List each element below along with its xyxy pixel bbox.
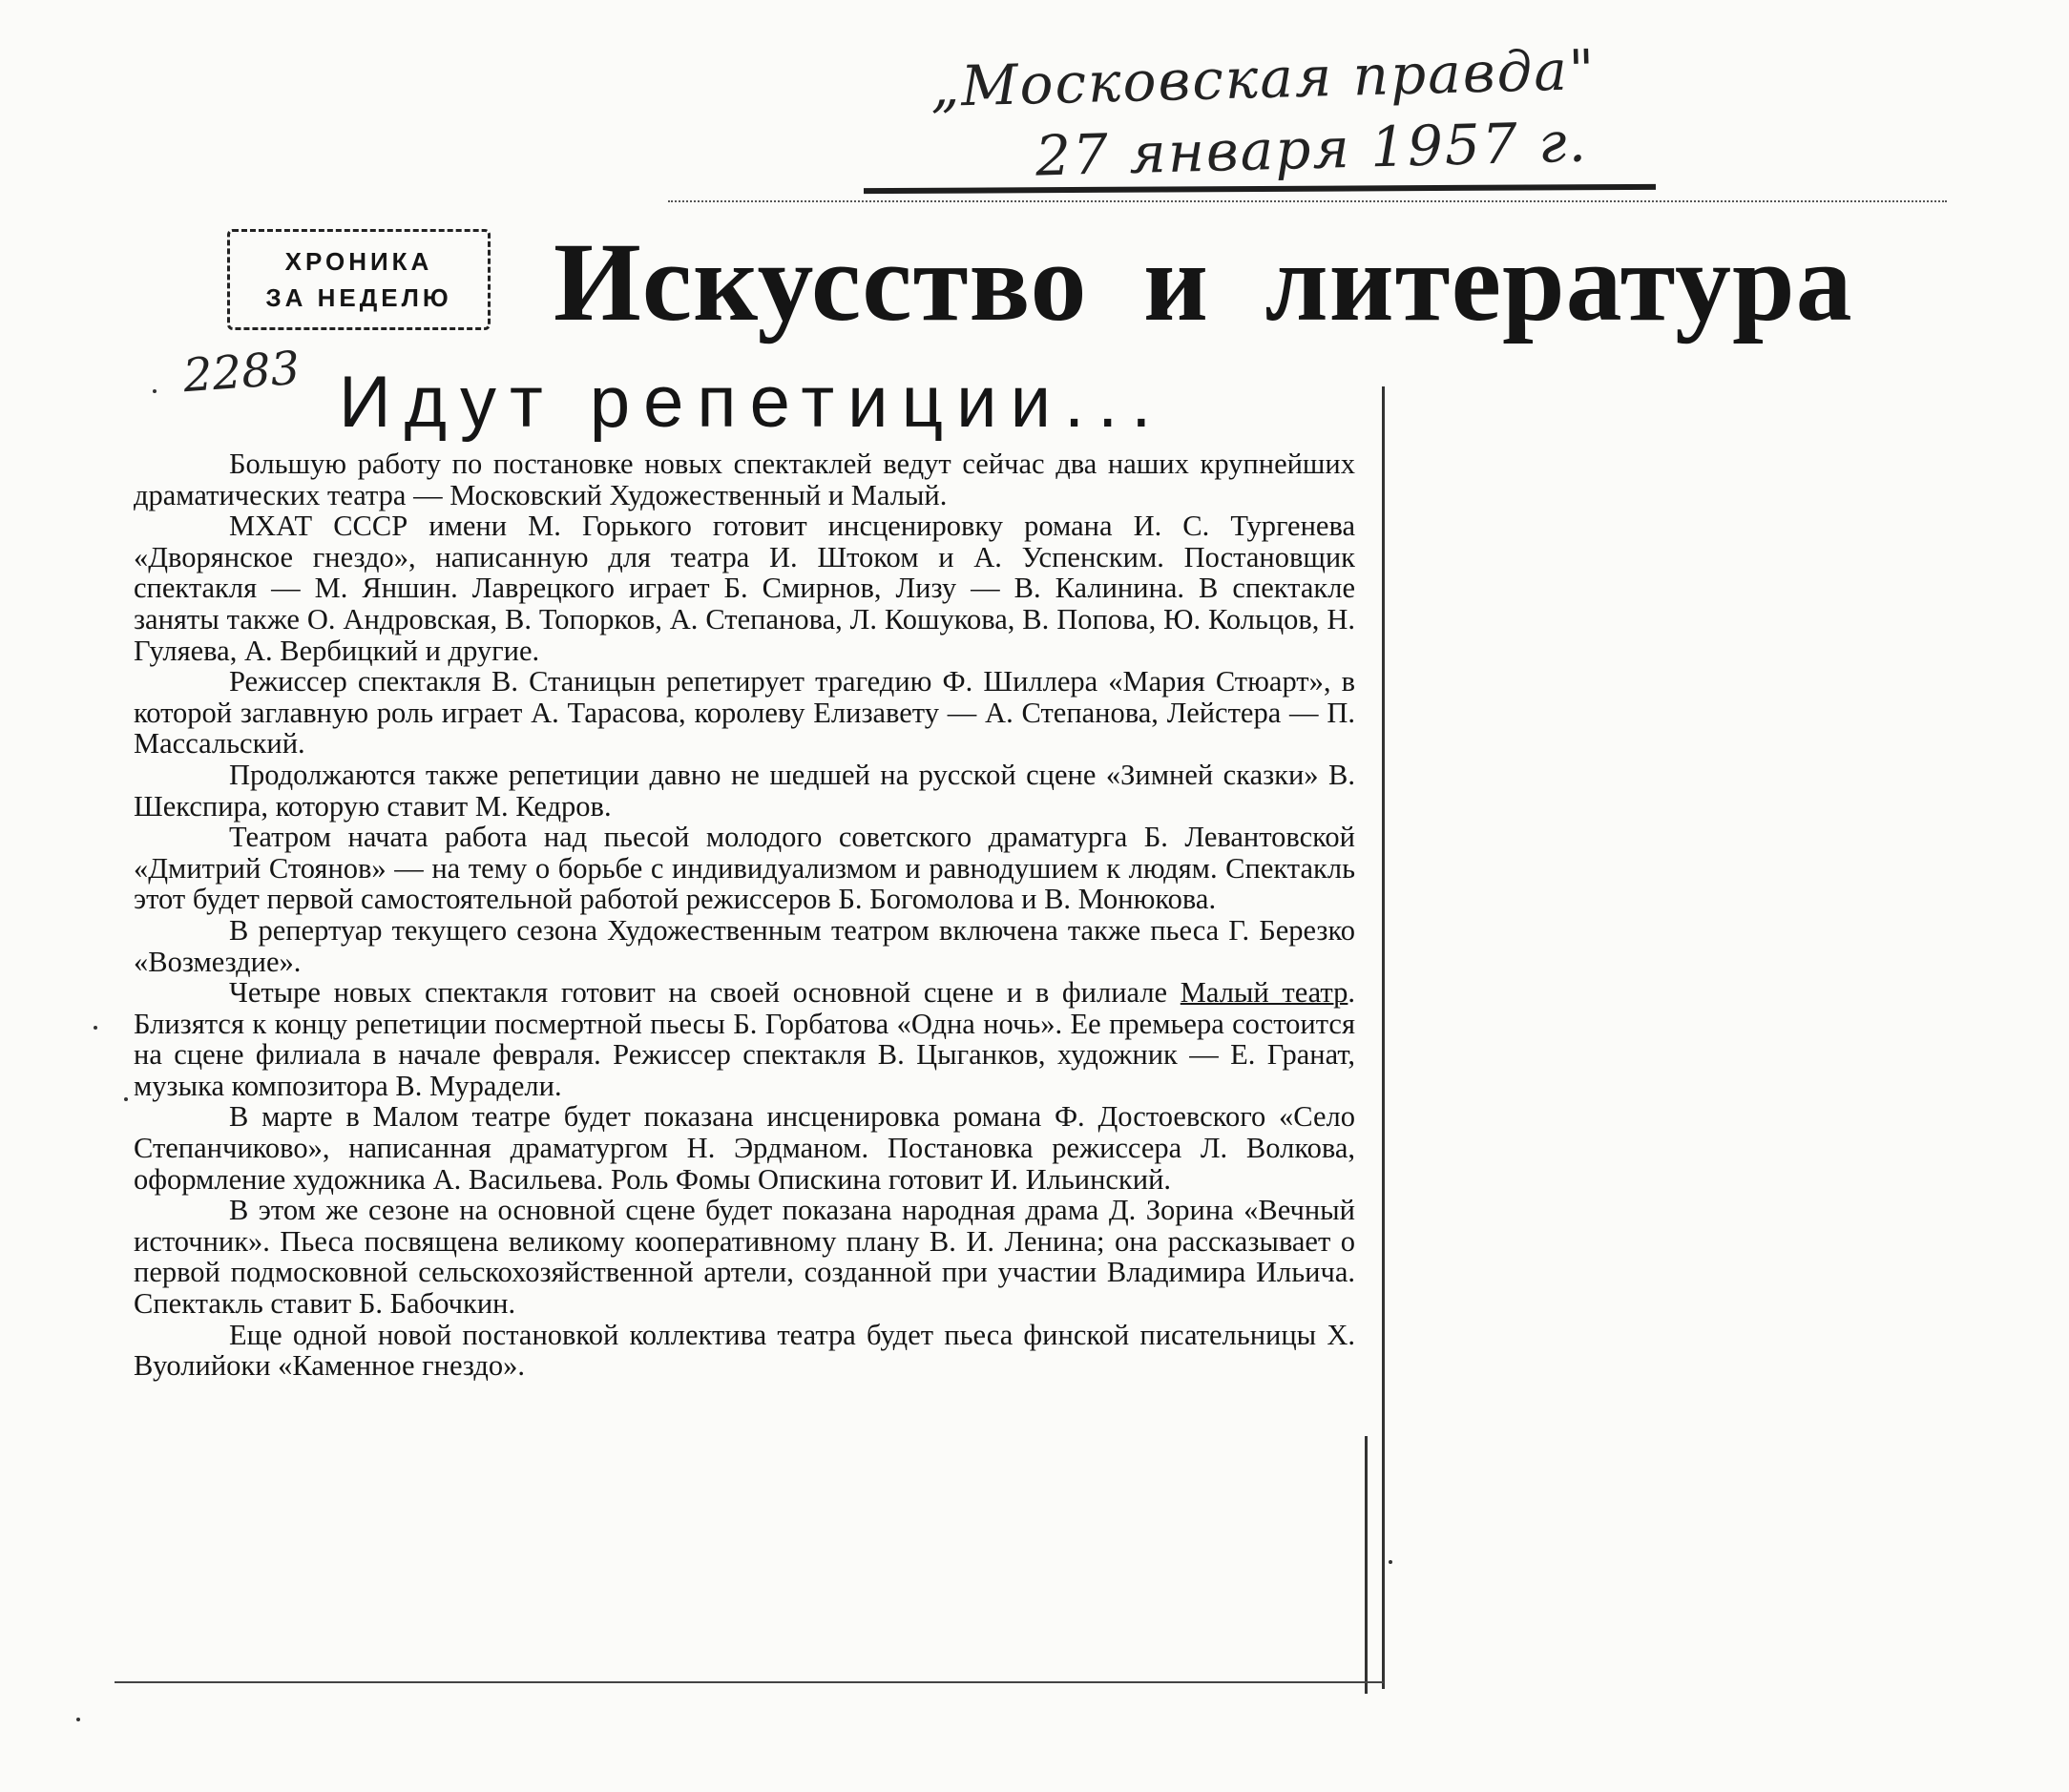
underlined-text: Малый театр bbox=[1180, 976, 1348, 1010]
handwritten-underline bbox=[864, 184, 1656, 194]
rubric-line-2: ЗА НЕДЕЛЮ bbox=[265, 283, 452, 312]
section-title: Искусство и литература bbox=[554, 219, 1853, 344]
paragraph-maly-theatre bbox=[134, 977, 1355, 1101]
paragraph: Большую работу по постановке новых спектаклей ведут сейчас два наших крупнейших драматических театра — Московский Художественный и Малый. bbox=[134, 448, 1355, 511]
rubric-line-1: ХРОНИКА bbox=[284, 247, 433, 276]
paragraph: Еще одной новой постановкой коллектива театра будет пьеса финской писательницы Х. Вуолийоки «Каменное гнездо». bbox=[134, 1318, 1355, 1383]
handwritten-newspaper-name: „Московская правда" bbox=[930, 36, 1598, 120]
column-rule-lower bbox=[1365, 1436, 1368, 1694]
speck bbox=[94, 1026, 97, 1030]
paragraph: В этом же сезоне на основной сцене будет показана народная драма Д. Зорина «Вечный источник». Пьеса посвящена великому кооперативному плану В. И. Ленина; она рассказывает о первой подмосковной сельскохозяйственной артели, созданной при участии Владимира Ильича. Спектакль ставит Б. Бабочкин. bbox=[134, 1194, 1355, 1321]
paragraph: Театром начата работа над пьесой молодого советского драматурга Б. Левантовской «Дмитрий Стоянов» — на тему о борьбе с индивидуализмом и равнодушием к людям. Спектакль этот будет первой самостоятельной работой режиссеров Б. Богомолова и В. Монюкова. bbox=[134, 821, 1355, 916]
article-headline: Идут репетиции... bbox=[339, 362, 1165, 443]
paragraph: В марте в Малом театре будет показана инсценировка романа Ф. Достоевского «Село Степанчиково», написанная драматургом Н. Эрдманом. Постановка режиссера Л. Волкова, оформление художника А. Васильева. Роль Фомы Опискина готовит И. Ильинский. bbox=[134, 1100, 1355, 1196]
paragraph-text: Четыре новых спектакля готовит на своей основной сцене и в филиале bbox=[229, 976, 1181, 1010]
handwritten-date: 27 января 1957 г. bbox=[1034, 109, 1589, 189]
paragraph: Режиссер спектакля В. Станицын репетирует трагедию Ф. Шиллера «Мария Стюарт», в которой заглавную роль играет А. Тарасова, королеву Елизавету — А. Степанова, Лейстера — П. Массальский. bbox=[134, 665, 1355, 761]
paragraph: В репертуар текущего сезона Художественным театром включена также пьеса Г. Березко «Возмездие». bbox=[134, 913, 1355, 978]
paragraph: Продолжаются также репетиции давно не шедшей на русской сцене «Зимней сказки» В. Шекспира, которую ставит М. Кедров. bbox=[134, 758, 1355, 823]
top-divider bbox=[668, 200, 1947, 202]
rubric-box bbox=[227, 229, 491, 330]
speck bbox=[124, 1097, 128, 1101]
paragraph: МХАТ СССР имени М. Горького готовит инсценировку романа И. С. Тургенева «Дворянское гнездо», написанную для театра И. Штоком и А. Успенским. Постановщик спектакля — М. Яншин. Лаврецкого играет Б. Смирнов, Лизу — В. Калинина. В спектакле заняты также О. Андровская, В. Топорков, А. Степанова, Л. Кошукова, В. Попова, Ю. Кольцов, Н. Гуляева, А. Вербицкий и другие. bbox=[134, 510, 1355, 667]
article-body bbox=[134, 448, 1355, 1382]
column-rule bbox=[1382, 386, 1385, 1689]
bottom-divider bbox=[115, 1681, 1384, 1683]
speck bbox=[153, 389, 157, 393]
paragraph-text: . Близятся к концу репетиции посмертной пьесы Б. Горбатова «Одна ночь». Ее премьера состоится на сцене филиала в начале февраля. Режиссер спектакля В. Цыганков, художник — Е. Гранат, музыка композитора В. Мурадели. bbox=[134, 976, 1355, 1102]
handwritten-archive-number: 2283 bbox=[181, 341, 302, 404]
speck bbox=[1389, 1560, 1392, 1564]
speck bbox=[76, 1718, 80, 1721]
